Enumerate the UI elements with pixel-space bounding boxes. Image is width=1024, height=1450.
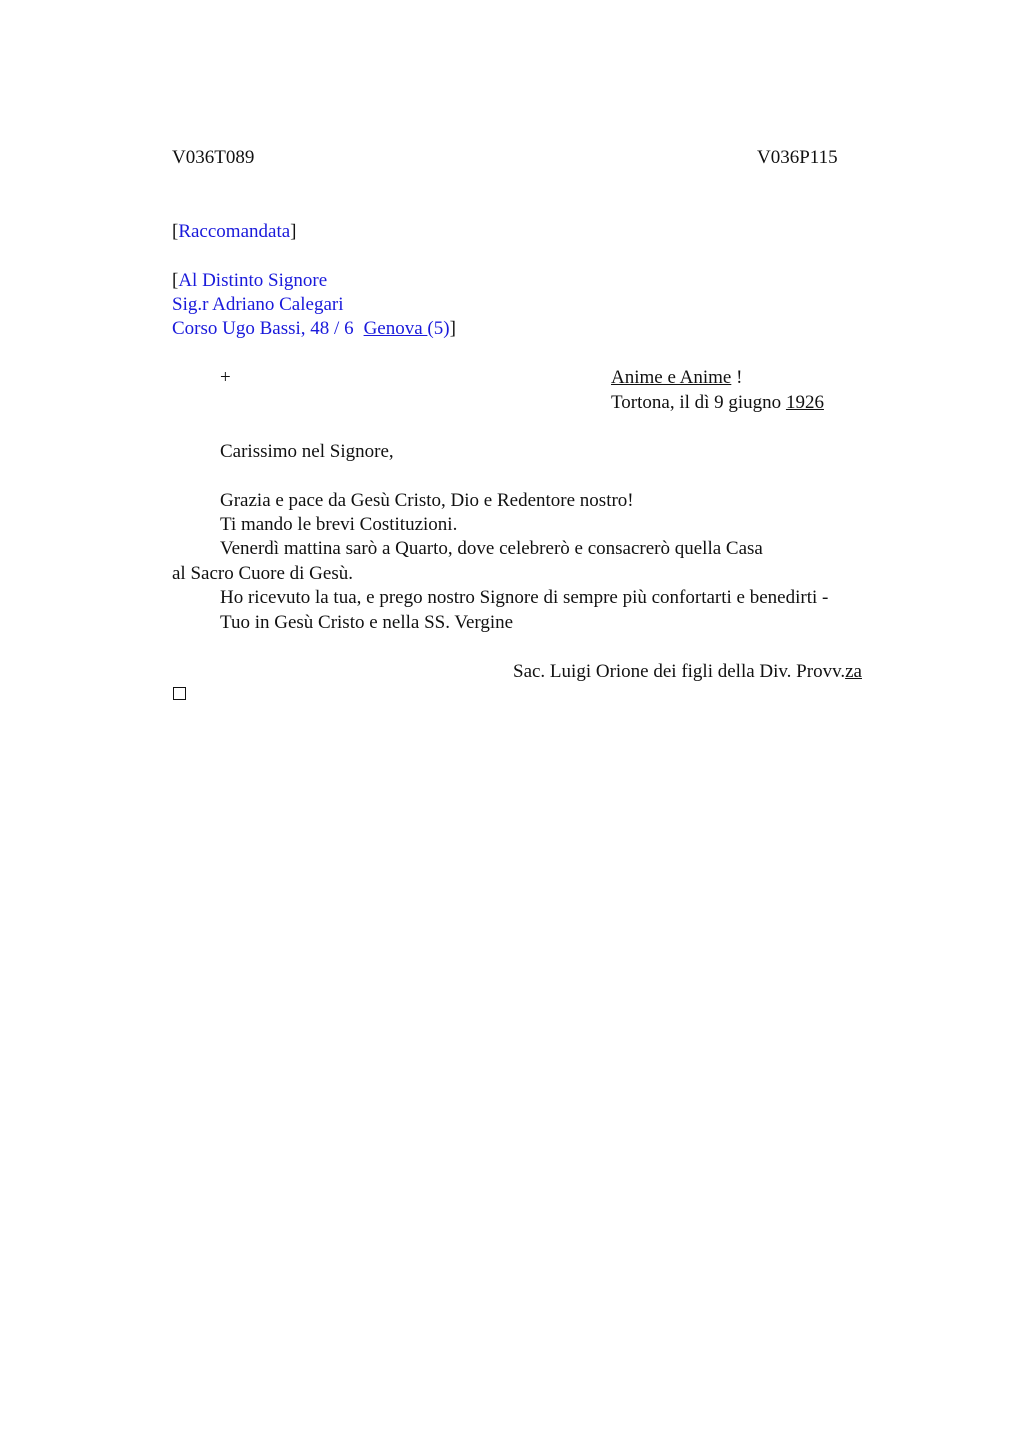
address-recipient-title: Al Distinto Signore [178,270,328,291]
address-line-1 [172,269,327,293]
signature-text: Sac. Luigi Orione dei figli della Div. Provv. [513,661,846,682]
document-code-left: V036T089 [172,147,255,168]
address-city: Genova [363,318,428,339]
end-mark-box [173,687,186,700]
signature-suffix: za [845,661,862,682]
address-city-wrap [364,318,450,339]
motto-mark: ! [731,367,743,388]
place-date-text: Tortona, il dì 9 giugno [611,392,786,413]
address-line-2: Sig.r Adriano Calegari [172,294,344,315]
address-zip: (5) [427,318,450,339]
body-line-5: Ho ricevuto la tua, e prego nostro Signore di sempre più confortarti e benedirti - [220,587,829,608]
motto [611,366,742,390]
address-line-3 [172,317,456,341]
bracket-close: ] [290,221,297,242]
signature [513,660,862,684]
bracket-open: [ [172,221,179,242]
body-line-6: Tuo in Gesù Cristo e nella SS. Vergine [220,612,514,633]
raccomandata-label: Raccomandata [178,221,291,242]
place-date [611,391,824,415]
document-code-right: V036P115 [757,147,838,168]
date-year: 1926 [785,392,824,413]
address-street: Corso Ugo Bassi, 48 / 6 [172,318,354,339]
bracket-close: ] [449,318,456,339]
registered-mail-note [172,220,297,244]
salutation: Carissimo nel Signore, [220,441,394,462]
body-line-1: Grazia e pace da Gesù Cristo, Dio e Redentore nostro! [220,490,634,511]
body-line-3: Venerdì mattina sarò a Quarto, dove celebrerò e consacrerò quella Casa [220,538,763,559]
body-line-4: al Sacro Cuore di Gesù. [172,563,353,584]
body-line-2: Ti mando le brevi Costituzioni. [220,514,458,535]
cross-symbol: + [220,367,231,388]
motto-text: Anime e Anime [611,367,732,388]
bracket-open: [ [172,270,179,291]
